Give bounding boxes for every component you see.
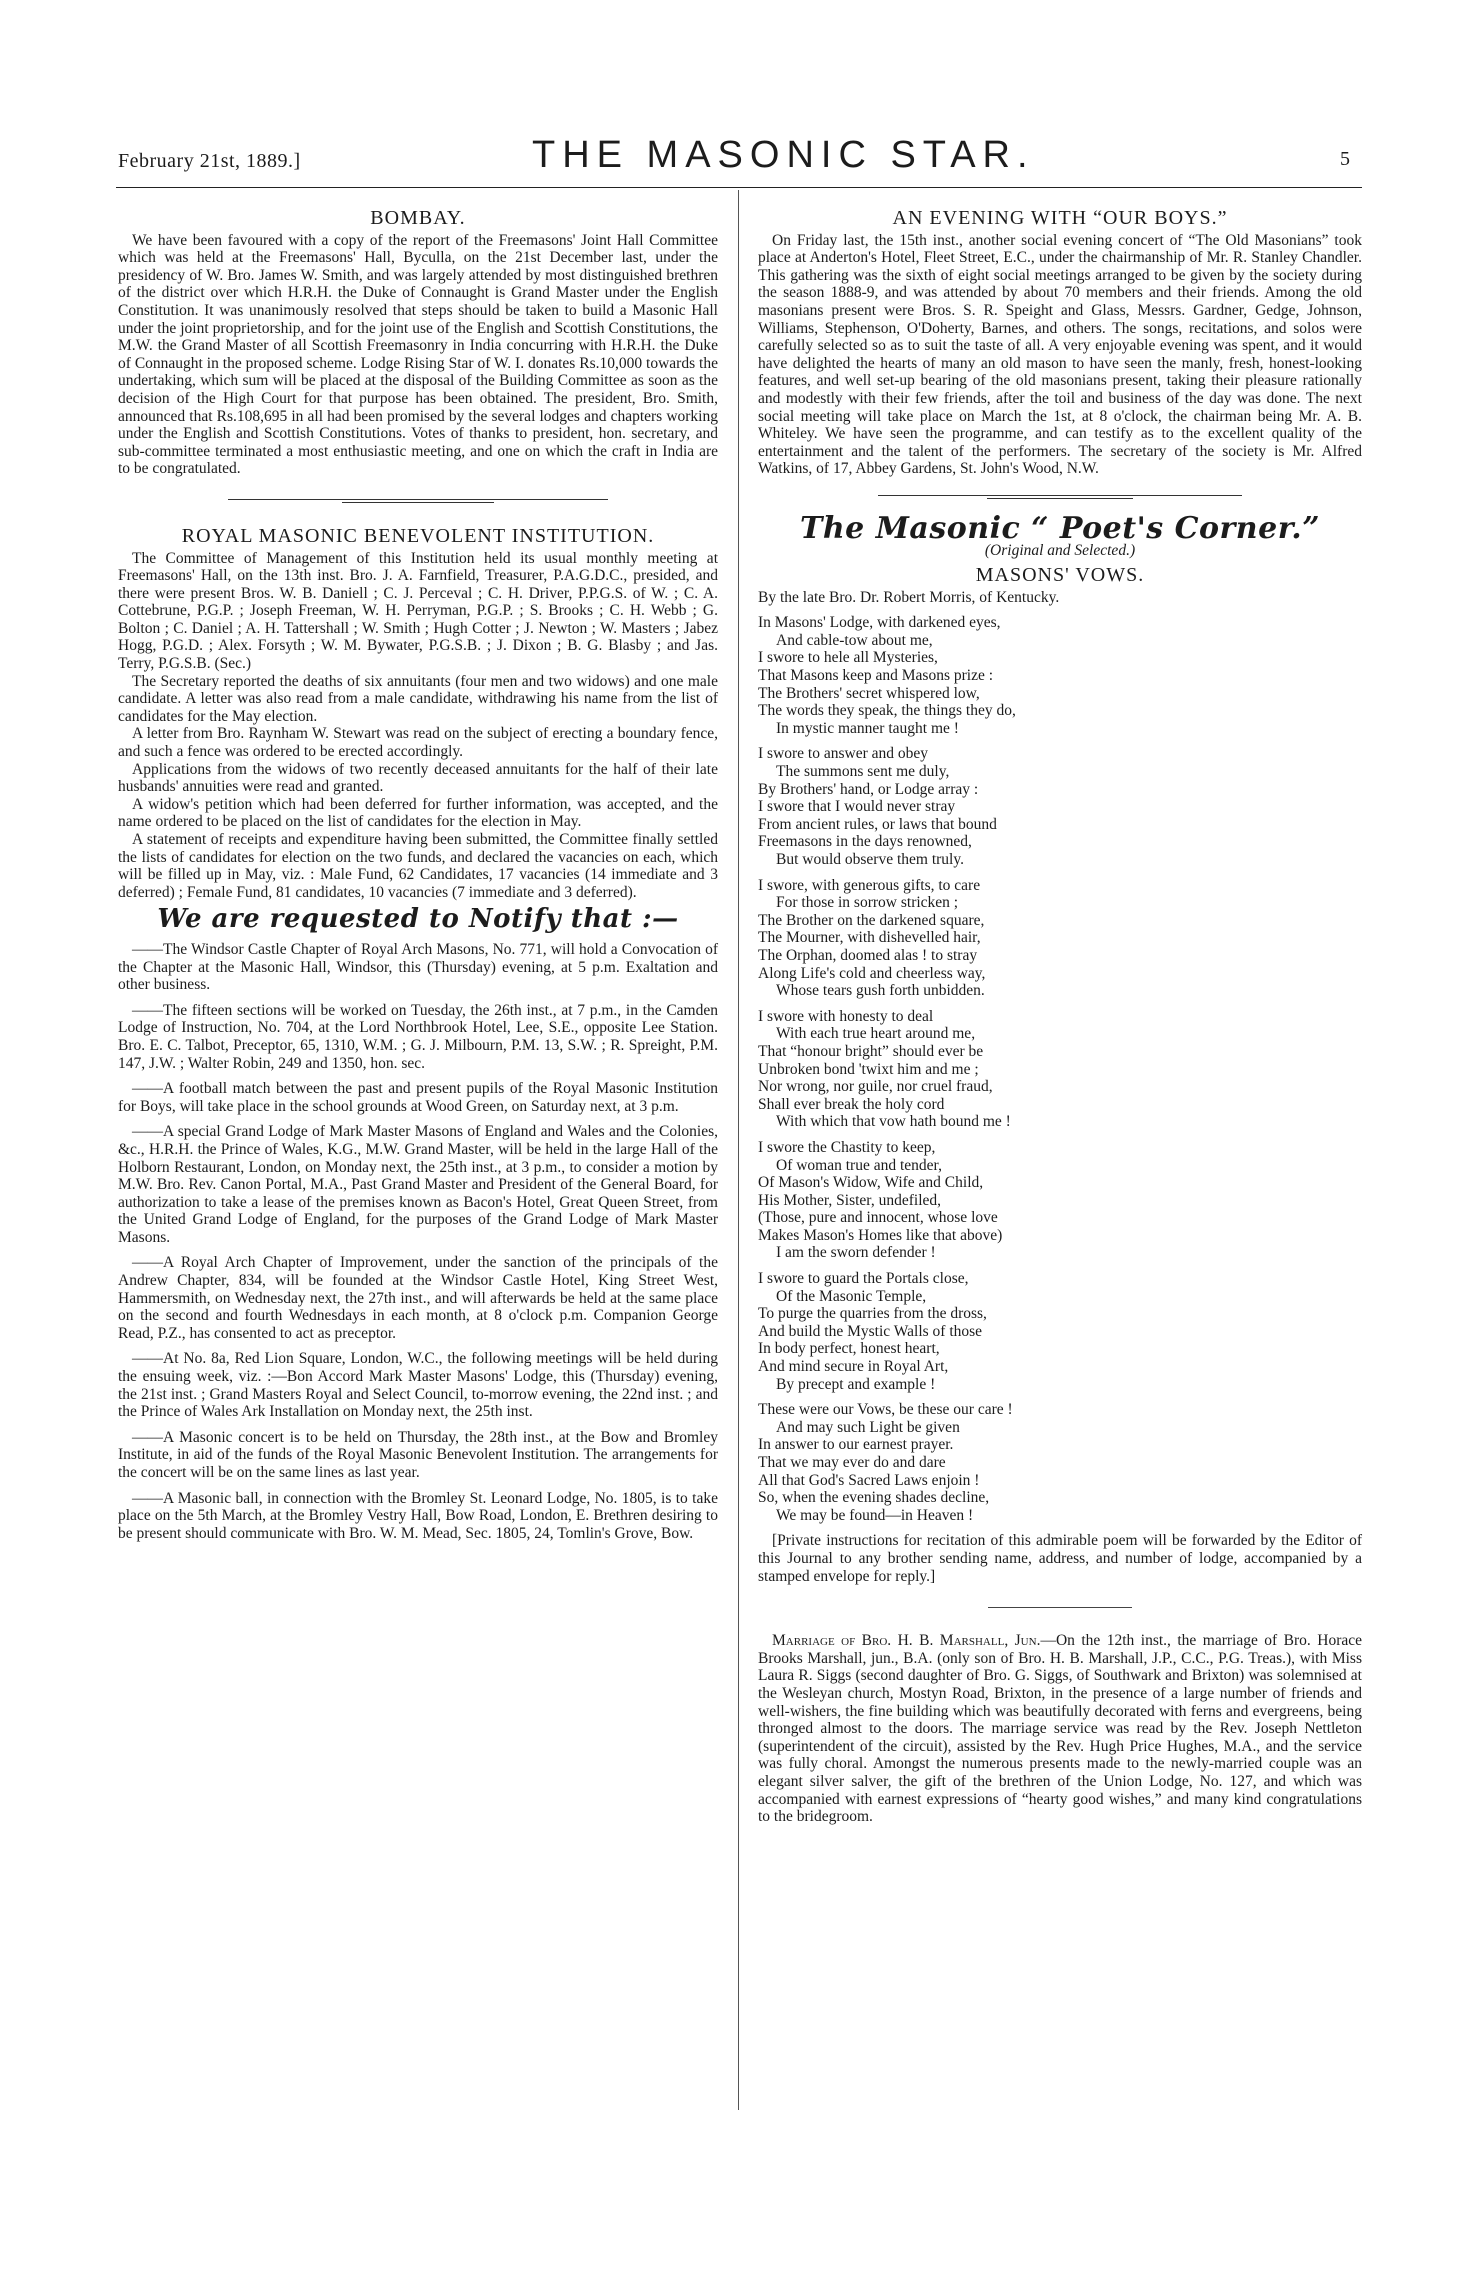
poem-editor-note: [Private instructions for recitation of this admirable poem will be forwarded by the Editor of this Journal to any brother sending name, address, and number of lodge, accompanied by a stamped envelope for reply.]: [758, 1532, 1362, 1585]
poem-line: The Brothers' secret whispered low,: [758, 684, 980, 702]
poem-stanza: [758, 877, 1362, 1000]
poem-line: Along Life's cold and cheerless way,: [758, 964, 986, 982]
poem-line: The summons sent me duly,: [776, 763, 950, 781]
poem-line: Makes Mason's Homes like that above): [758, 1226, 1003, 1244]
poem-stanza: [758, 1139, 1362, 1262]
article-bombay: [118, 207, 718, 478]
section-rule: [228, 496, 608, 506]
poem-line: To purge the quarries from the dross,: [758, 1305, 987, 1323]
poem-line: For those in sorrow stricken ;: [776, 894, 959, 912]
masthead-rule: [116, 187, 1362, 188]
poem-title: MASONS' VOWS.: [975, 564, 1145, 587]
article-rmbi: [118, 524, 718, 901]
notice-item: ——A Masonic concert is to be held on Thursday, the 28th inst., at the Bow and Bromley Institute, in aid of the funds of the Royal Masonic Benevolent Institution. The arrangements for the concert will be on the same lines as last year.: [118, 1428, 718, 1481]
poem-line: That Masons keep and Masons prize :: [758, 667, 994, 685]
notice-item: ——A football match between the past and present pupils of the Royal Masonic Institution for Boys, will take place in the school grounds at Wood Green, on Saturday next, at 3 p.m.: [118, 1080, 718, 1115]
poem-line: With each true heart around me,: [776, 1025, 976, 1043]
poem-line: So, when the evening shades decline,: [758, 1489, 990, 1507]
poem-line: From ancient rules, or laws that bound: [758, 815, 997, 833]
left-column: [118, 207, 718, 1542]
poem-byline: By the late Bro. Dr. Robert Morris, of Kentucky.: [758, 588, 1060, 606]
poem-line: These were our Vows, be these our care !: [758, 1401, 1013, 1419]
article-paragraph: The Secretary reported the deaths of six annuitants (four men and two widows) and one male candidate. A letter was also read from a male candidate, withdrawing his name from the list of candidates for the May election.: [118, 672, 718, 725]
poem-line: And mind secure in Royal Art,: [758, 1358, 949, 1376]
poem-line: The Mourner, with dishevelled hair,: [758, 929, 981, 947]
article-paragraph: We have been favoured with a copy of the report of the Freemasons' Joint Hall Committee which was held at the Freemasons' Hall, Byculla, on the 21st December last, under the presidency of W. Bro. James W. Smith, and was largely attended by most distinguished brethren of the district over which H.R.H. the Duke of Connaught is Grand Master under the English Constitution. It was unanimously resolved that steps should be taken to build a Masonic Hall under the joint proprietorship, and for the joint use of the English and Scottish Constitutions, the M.W. the Grand Master of all Scottish Freemasonry in India concurring with H.R.H. the Duke of Connaught in the proposed scheme. Lodge Rising Star of W. I. donates Rs.10,000 towards the undertaking, which sum will be placed at the disposal of the Building Committee as soon as the decision of the High Court for that purpose has been obtained. The president, Bro. Smith, announced that Rs.108,695 in all had been promised by the several lodges and chapters working under the English and Scottish Constitutions. Votes of thanks to president, hon. secretary, and sub-committee terminated a most enthusiastic meeting, and one on which the craft in India are to be congratulated.: [118, 231, 718, 478]
poem-line: And may such Light be given: [776, 1418, 960, 1436]
poem-line: Unbroken bond 'twixt him and me ;: [758, 1060, 979, 1078]
poem-line: That “honour bright” should ever be: [758, 1042, 984, 1060]
poem-line: In Masons' Lodge, with darkened eyes,: [758, 614, 1001, 632]
poem-line: The words they speak, the things they do,: [758, 702, 1016, 720]
poets-corner: [758, 510, 1362, 1585]
notice-item: ——The fifteen sections will be worked on Tuesday, the 26th inst., at 7 p.m., in the Camden Lodge of Instruction, No. 704, at the Lord Northbrook Hotel, Lee, S.E., opposite Lee Station. Bro. E. C. Talbot, Preceptor, 65, 1310, W.M. ; G. J. Milbourn, P.M. 13, S.W. ; R. Spreight, P.M. 147, J.W. ; Walter Robin, 249 and 1350, hon. sec.: [118, 1001, 718, 1072]
article-our-boys: [758, 207, 1362, 478]
poem-line: I swore to answer and obey: [758, 745, 929, 763]
poem-line: I swore to hele all Mysteries,: [758, 649, 938, 667]
poets-corner-subheading: (Original and Selected.): [984, 541, 1136, 559]
notice-item: ——At No. 8a, Red Lion Square, London, W.C., the following meetings will be held during the ensuing week, viz. :—Bon Accord Mark Master Masons' Lodge, this (Thursday) evening, the 21st inst. ; Grand Masters Royal and Select Council, to-morrow evening, the 22nd inst. ; and the Prince of Wales Ark Installation on Monday next, the 25th inst.: [118, 1350, 718, 1421]
notice-item: ——A Royal Arch Chapter of Improvement, under the sanction of the principals of the Andrew Chapter, 834, will be founded at the Windsor Castle Hotel, King Street West, Hammersmith, on Wednesday next, the 27th inst., and will afterwards be held at the same place on the second and fourth Wednesdays in each month, at 8 o'clock p.m. Companion George Read, P.Z., has consented to act as preceptor.: [118, 1254, 718, 1342]
right-column: [758, 207, 1363, 1826]
notices-heading: We are requested to Notify that :—: [157, 904, 679, 935]
poem-line: I swore with honesty to deal: [758, 1007, 934, 1025]
poem-line: His Mother, Sister, undefiled,: [758, 1191, 942, 1209]
poem-line: In answer to our earnest prayer.: [758, 1436, 954, 1454]
poem-line: I swore that I would never stray: [758, 798, 956, 816]
column-divider: [738, 190, 739, 2110]
poem-line: All that God's Sacred Laws enjoin !: [758, 1471, 980, 1489]
article-paragraph: Applications from the widows of two recently deceased annuitants for the half of their late husbands' annuities were read and granted.: [118, 760, 718, 796]
article-paragraph: The Committee of Management of this Institution held its usual monthly meeting at Freemasons' Hall, on the 13th inst. Bro. J. A. Farnfield, Treasurer, P.A.G.D.C., presided, and there were present Bros. W. B. Daniell ; C. J. Perceval ; C. H. Driver, P.P.G.S. of W. ; C. A. Cottebrune, P.G.P. ; Joseph Freeman, W. H. Perryman, P.G.P. ; S. Brooks ; C. H. Webb ; G. Bolton ; C. Daniel ; A. H. Tattershall ; W. Smith ; Hugh Cotter ; J. Newton ; W. Masters ; Jabez Hogg, P.G.D. ; Alex. Forsyth ; W. M. Bywater, P.G.S.B. ; J. Dixon ; B. G. Blasby ; and Jas. Terry, P.G.S.B. (Sec.): [118, 549, 718, 673]
poem-line: Of woman true and tender,: [776, 1156, 942, 1174]
page-number: 5: [1340, 148, 1350, 170]
poem-line: Of the Masonic Temple,: [776, 1287, 927, 1305]
poem-stanza: [758, 1270, 1362, 1393]
notices-section: [118, 904, 718, 1542]
poem-line: By Brothers' hand, or Lodge array :: [758, 780, 979, 798]
poem-line: And cable-tow about me,: [776, 631, 933, 649]
poem-stanza: [758, 745, 1362, 868]
article-body: —On the 12th inst., the marriage of Bro. Horace Brooks Marshall, jun., B.A. (only son of Bro. H. B. Marshall, J.P., C.C., P.G. Treas.), with Miss Laura R. Siggs (second daughter of Bro. G. Siggs, of Southwark and Brixton) was solemnised at the Wesleyan church, Mostyn Road, Brixton, in the presence of a large number of friends and well-wishers, the fine building which was beautifully decorated with ferns and evergreens, being thronged almost to the doors. The marriage service was read by the Rev. Joseph Nettleton (superintendent of the circuit), assisted by the Rev. Hugh Price Hughes, M.A., and the service was fully choral. Amongst the numerous presents made to the newly-married couple was an elegant silver salver, the gift of the brethren of the Union Lodge, No. 127, and which was accompanied with earnest expressions of “hearty good wishes,” and many kind congratulations to the bridegroom.: [758, 1632, 1363, 1826]
article-marriage: [758, 1632, 1362, 1826]
poem-line: Whose tears gush forth unbidden.: [776, 982, 985, 1000]
poem-line: In body perfect, honest heart,: [758, 1340, 940, 1358]
poem-line: But would observe them truly.: [776, 851, 964, 868]
poem-line: Shall ever break the holy cord: [758, 1095, 945, 1113]
poem-line: And build the Mystic Walls of those: [758, 1322, 983, 1340]
poem-line: In mystic manner taught me !: [776, 719, 959, 737]
article-paragraph: On Friday last, the 15th inst., another social evening concert of “The Old Masonians” took place at Anderton's Hotel, Fleet Street, E.C., under the chairmanship of Mr. R. Stanley Chandler. This gathering was the sixth of eight social meetings arranged to be given by the society during the season 1888-9, and was attended by about 70 members and their friends. Among the old masonians present were Bros. S. R. Speight and Glass, Messrs. Gardner, Gedge, Johnson, Williams, Stephenson, O'Doherty, Barnes, and others. The songs, recitations, and solos were carefully selected so as to suit the taste of all. A very enjoyable evening was spent, and it would have delighted the hearts of many an old mason to have seen the manly, fresh, honest-looking features, and well set-up bearing of the old masonians present, taking their pleasure rationally and modestly with their few friends, after the toil and business of the day was done. The next social meeting will take place on March the 1st, at 8 o'clock, the chairman being Mr. A. B. Whiteley. We have seen the programme, and can testify as to the excellent quality of the entertainment and the talent of the performers. The secretary of the society is Mr. Alfred Watkins, of 17, Abbey Gardens, St. John's Wood, N.W.: [758, 231, 1362, 478]
poem: [758, 614, 1362, 1524]
article-paragraph: [758, 1632, 1362, 1826]
notice-item: ——A special Grand Lodge of Mark Master Masons of England and Wales and the Colonies, &c., H.R.H. the Prince of Wales, K.G., M.W. Grand Master, will be held in the large Hall of the Holborn Restaurant, London, on Monday next, the 25th inst., at 3 p.m., to consider a motion by M.W. Bro. Rev. Canon Portal, M.A., Past Grand Master and President of the General Board, for authorization to take a lease of the premises known as Bacon's Hotel, Great Queen Street, from the United Grand Lodge of England, for the purposes of the Grand Lodge of Mark Master Masons.: [118, 1123, 718, 1246]
article-lead: Marriage of Bro. H. B. Marshall, Jun.: [772, 1632, 1041, 1650]
poem-stanza: [758, 1401, 1362, 1524]
article-heading: BOMBAY.: [370, 207, 466, 229]
poem-line: With which that vow hath bound me !: [776, 1113, 1011, 1131]
poem-line: (Those, pure and innocent, whose love: [758, 1209, 998, 1227]
notice-item: ——The Windsor Castle Chapter of Royal Arch Masons, No. 771, will hold a Convocation of the Chapter at the Masonic Hall, Windsor, this (Thursday) evening, at 5 p.m. Exaltation and other business.: [118, 940, 718, 994]
article-paragraph: A widow's petition which had been deferred for further information, was accepted, and the name ordered to be placed on the list of candidates for the election in May.: [118, 795, 718, 831]
poem-line: Freemasons in the days renowned,: [758, 833, 972, 851]
article-heading: AN EVENING WITH “OUR BOYS.”: [892, 207, 1228, 229]
poem-stanza: [758, 1008, 1362, 1131]
section-rule: [988, 1607, 1132, 1608]
article-paragraph: A letter from Bro. Raynham W. Stewart was read on the subject of erecting a boundary fence, and such a fence was ordered to be erected accordingly.: [118, 725, 718, 761]
poem-line: The Orphan, doomed alas ! to stray: [758, 946, 978, 964]
poem-line: We may be found—in Heaven !: [776, 1506, 974, 1524]
poem-line: I swore, with generous gifts, to care: [758, 876, 981, 894]
newspaper-title: THE MASONIC STAR.: [532, 134, 1035, 176]
poem-line: The Brother on the darkened square,: [758, 911, 985, 929]
poem-stanza: [758, 614, 1362, 737]
poem-line: Of Mason's Widow, Wife and Child,: [758, 1174, 984, 1192]
poem-line: I am the sworn defender !: [776, 1244, 936, 1262]
poem-line: That we may ever do and dare: [758, 1454, 946, 1471]
section-rule: [878, 492, 1242, 502]
poem-line: I swore to guard the Portals close,: [758, 1270, 969, 1288]
poem-line: Nor wrong, nor guile, nor cruel fraud,: [758, 1078, 993, 1096]
poem-line: I swore the Chastity to keep,: [758, 1138, 936, 1156]
notice-item: ——A Masonic ball, in connection with the Bromley St. Leonard Lodge, No. 1805, is to take place on the 5th March, at the Bromley Vestry Hall, Bow Road, London, E. Brethren desiring to be present should communicate with Bro. W. M. Mead, Sec. 1805, 24, Tomlin's Grove, Bow.: [118, 1489, 718, 1542]
issue-date: February 21st, 1889.]: [118, 150, 301, 172]
article-heading: ROYAL MASONIC BENEVOLENT INSTITUTION.: [181, 524, 655, 547]
poets-corner-heading: The Masonic “ Poet's Corner.”: [800, 510, 1320, 546]
poem-line: By precept and example !: [776, 1375, 936, 1393]
article-paragraph: A statement of receipts and expenditure having been submitted, the Committee finally settled the lists of candidates for election on the two funds, and declared the vacancies on each, which will be filled up in May, viz. : Male Fund, 62 Candidates, 17 vacancies (14 immediate and 3 deferred) ; Female Fund, 81 candidates, 10 vacancies (7 immediate and 3 deferred).: [118, 831, 718, 901]
